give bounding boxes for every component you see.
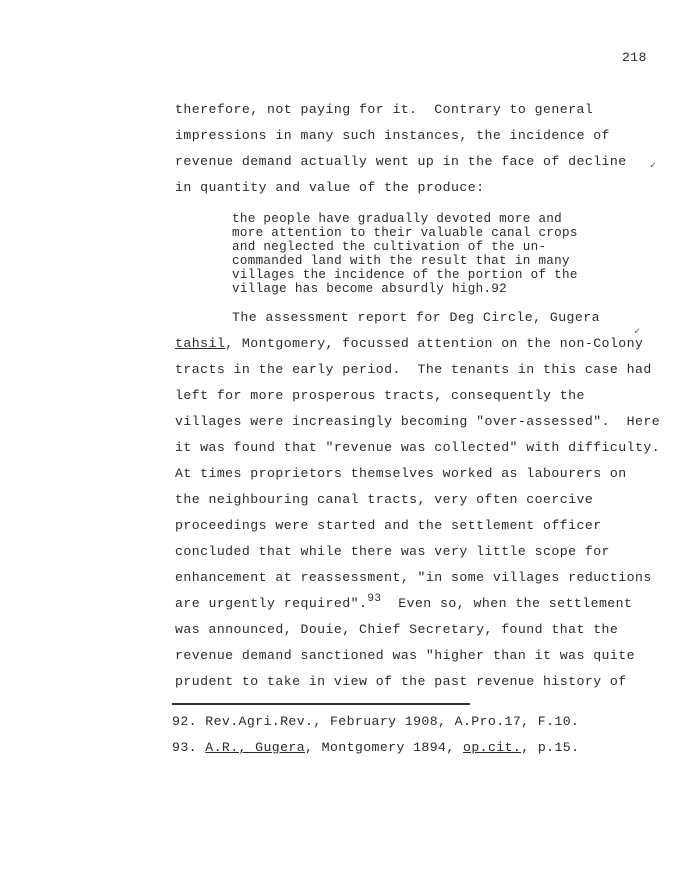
text-span: are urgently required".	[175, 596, 368, 611]
text-line: the neighbouring canal tracts, very often coercive	[175, 492, 594, 507]
text-line: revenue demand sanctioned was "higher than it was quite	[175, 648, 636, 663]
text-line: tracts in the early period. The tenants in this case had	[175, 362, 652, 377]
quote-line: more attention to their valuable canal crops	[232, 226, 578, 240]
text-span: , Montgomery, focussed attention on the non-Colony	[225, 336, 644, 351]
text-span: 93.	[172, 740, 206, 755]
text-line: concluded that while there was very little scope for	[175, 544, 610, 559]
quote-text: village has become absurdly high.	[232, 282, 492, 296]
footnote-ref-93: 93	[367, 593, 382, 605]
quote-line	[232, 283, 507, 297]
page-number: 218	[622, 50, 647, 65]
underlined-term: tahsil	[175, 336, 226, 351]
footnote-92: 92. Rev.Agri.Rev., February 1908, A.Pro.17, F.10.	[172, 714, 580, 729]
text-line: impressions in many such instances, the incidence of	[175, 128, 610, 143]
footnote-93	[172, 740, 579, 755]
text-line: in quantity and value of the produce:	[175, 180, 485, 195]
text-span: Even so, when the settlement	[381, 596, 633, 611]
text-line: prudent to take in view of the past revenue history of	[175, 674, 627, 689]
text-line: it was found that "revenue was collected" with difficulty.	[175, 440, 661, 455]
quote-line: commanded land with the result that in many	[232, 254, 570, 268]
quote-line: the people have gradually devoted more and	[232, 212, 563, 226]
footnote-divider	[172, 703, 470, 705]
text-line: At times proprietors themselves worked as labourers on	[175, 466, 627, 481]
quote-line: villages the incidence of the portion of the	[232, 268, 578, 282]
check-mark-icon: ✓	[650, 161, 657, 172]
text-span: , Montgomery 1894,	[305, 740, 463, 755]
text-line: revenue demand actually went up in the face of decline	[175, 154, 627, 169]
text-line: villages were increasingly becoming "over-assessed". Here	[175, 414, 661, 429]
text-line: therefore, not paying for it. Contrary to general	[175, 102, 594, 117]
text-span: , p.15.	[521, 740, 580, 755]
underlined-source: A.R., Gugera	[205, 740, 306, 755]
text-line: The assessment report for Deg Circle, Gugera	[232, 310, 601, 325]
quote-line: and neglected the cultivation of the un-	[232, 240, 547, 254]
footnote-ref-92: 92	[491, 282, 508, 296]
check-mark-icon: ✓	[634, 327, 641, 338]
text-line	[175, 593, 633, 611]
text-line: proceedings were started and the settlement officer	[175, 518, 602, 533]
text-line	[175, 336, 643, 351]
text-line: left for more prosperous tracts, consequently the	[175, 388, 585, 403]
text-line: was announced, Douie, Chief Secretary, found that the	[175, 622, 619, 637]
text-line: enhancement at reassessment, "in some villages reductions	[175, 570, 652, 585]
underlined-opcit: op.cit.	[463, 740, 522, 755]
